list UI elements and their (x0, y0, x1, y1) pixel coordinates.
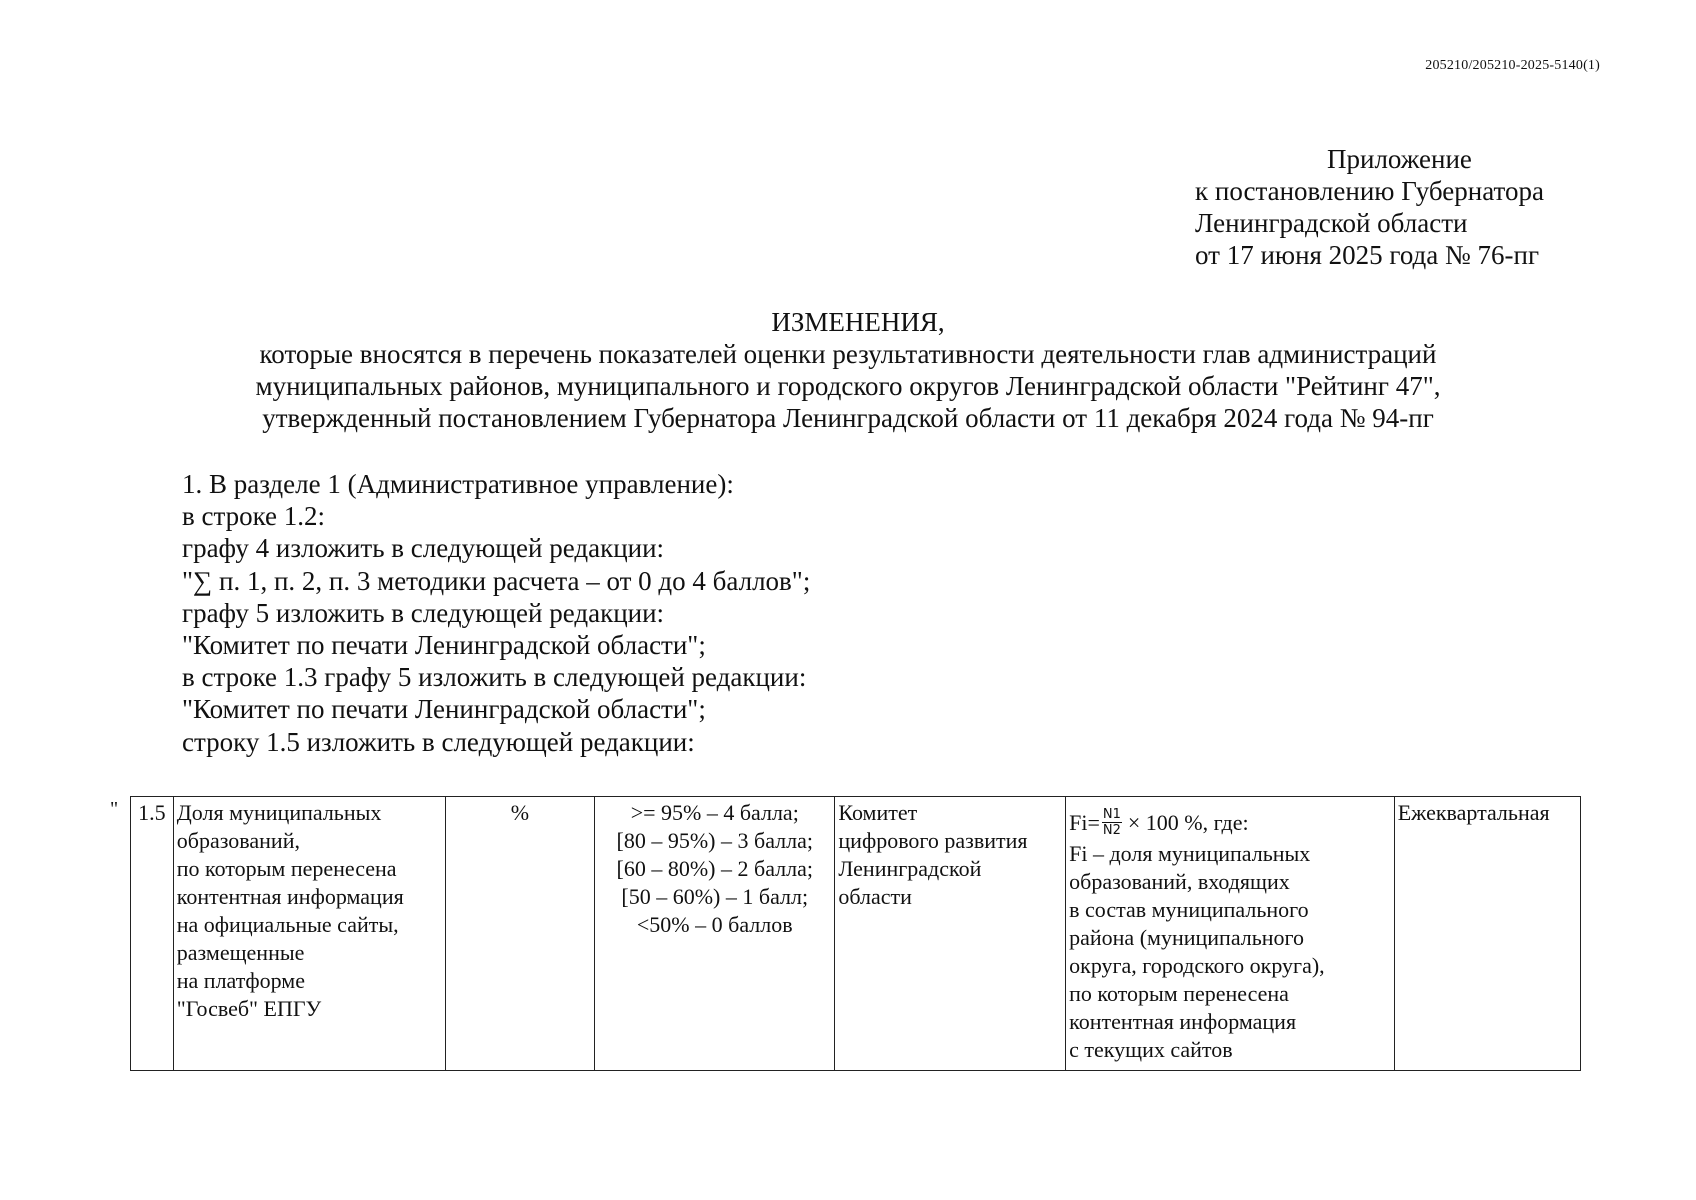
body-paragraph: графу 4 изложить в следующей редакции: (182, 533, 665, 564)
body-paragraph: 1. В разделе 1 (Административное управление): (182, 469, 734, 499)
body-paragraph: "∑ п. 1, п. 2, п. 3 методики расчета – от 0 до 4 баллов"; (182, 565, 811, 596)
appendix-line: от 17 июня 2025 года № 76-пг (1195, 240, 1540, 270)
appendix-header (1195, 143, 1544, 271)
body-paragraph: графу 5 изложить в следующей редакции: (182, 597, 665, 628)
body-paragraph: строку 1.5 изложить в следующей редакции: (182, 726, 695, 757)
cell-scoring: >= 95% – 4 балла; [80 – 95%) – 3 балла; [60 – 80%) – 2 балла; [50 – 60%) – 1 балл; <50% – 0 баллов (595, 797, 835, 1071)
body-paragraph: "Комитет по печати Ленинградской области"; (182, 694, 706, 725)
document-title: ИЗМЕНЕНИЯ, (771, 307, 945, 337)
appendix-line: Приложение (1327, 144, 1472, 174)
formula-fraction (1102, 807, 1122, 838)
document-registration-number: 205210/205210-2025-5140(1) (1425, 58, 1600, 73)
cell-formula (1066, 797, 1395, 1071)
cell-indicator-name: Доля муниципальных образований, по которым перенесена контентная информация на официальные сайты, размещенные на платформе "Госвеб" ЕПГУ (173, 797, 445, 1071)
formula-denominator: N2 (1102, 823, 1121, 838)
formula-numerator: N1 (1102, 807, 1121, 822)
document-subtitle-line: муниципальных районов, муниципального и городского округов Ленинградской области "Рейтинг 47", (255, 371, 1441, 401)
body-paragraph: "Комитет по печати Ленинградской области"; (182, 630, 706, 661)
document-subtitle-line: утвержденный постановлением Губернатора Ленинградской области от 11 декабря 2024 года № 94-пг (262, 403, 1434, 433)
table-row (131, 797, 1581, 1071)
indicator-table (130, 796, 1581, 1071)
formula-description: Fi – доля муниципальных образований, входящих в состав муниципального района (муниципального округа, городского округа), по которым перенесена контентная информация с текущих сайтов (1069, 841, 1325, 1062)
table-open-quote: " (110, 798, 119, 820)
document-body (182, 468, 810, 758)
appendix-line: к постановлению Губернатора (1195, 176, 1544, 206)
document-heading (0, 306, 1696, 434)
formula-expression (1069, 807, 1391, 838)
body-paragraph: в строке 1.2: (182, 501, 326, 532)
body-paragraph: в строке 1.3 графу 5 изложить в следующей редакции: (182, 662, 807, 693)
cell-frequency: Ежеквартальная (1394, 797, 1580, 1071)
cell-unit: % (445, 797, 595, 1071)
cell-responsible: Комитет цифрового развития Ленинградской области (835, 797, 1066, 1071)
cell-row-number: 1.5 (131, 797, 174, 1071)
formula-rhs: × 100 %, где: (1127, 809, 1249, 835)
formula-lhs: Fi= (1069, 809, 1100, 835)
appendix-line: Ленинградской области (1195, 208, 1468, 238)
document-subtitle-line: которые вносятся в перечень показателей оценки результативности деятельности глав администраций (259, 339, 1437, 369)
